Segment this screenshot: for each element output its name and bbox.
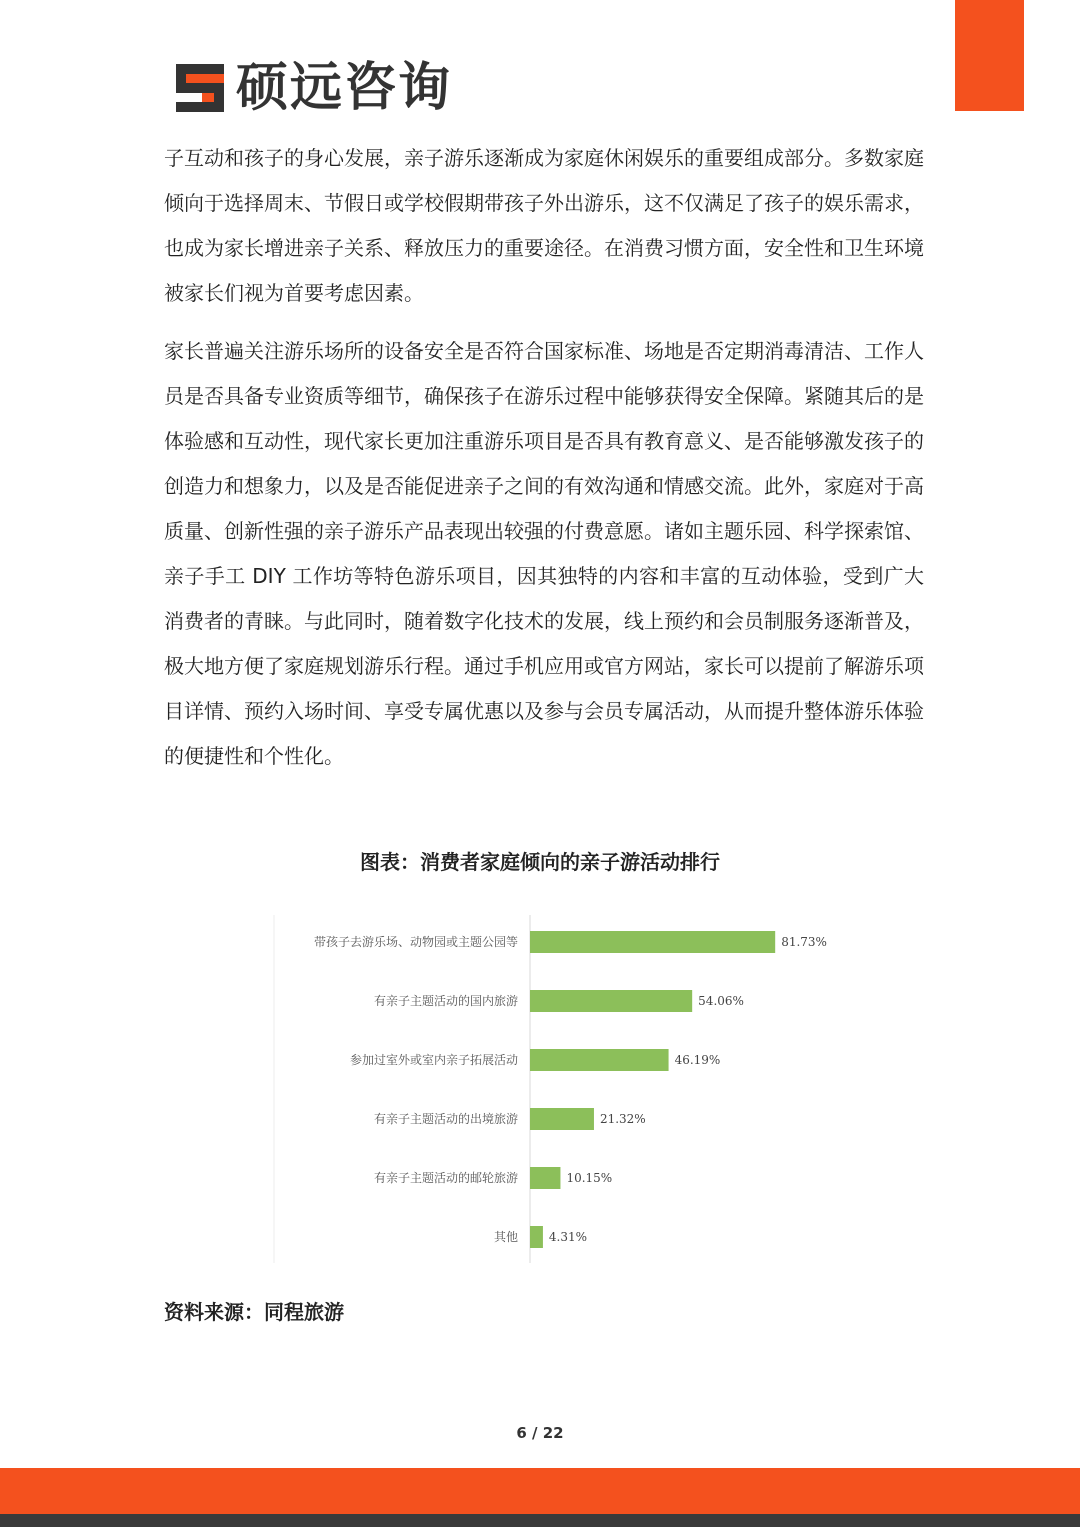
footer-accent-bar bbox=[0, 1468, 1080, 1514]
paragraph-1: 子互动和孩子的身心发展，亲子游乐逐渐成为家庭休闲娱乐的重要组成部分。多数家庭倾向于选择周末、节假日或学校假期带孩子外出游乐，这不仅满足了孩子的娱乐需求，也成为家长增进亲子关系、释放压力的重要途径。在消费习惯方面，安全性和卫生环境被家长们视为首要考虑因素。 bbox=[164, 146, 924, 305]
chart-bar bbox=[530, 990, 692, 1012]
chart-category-label: 有亲子主题活动的邮轮旅游 bbox=[373, 1171, 518, 1185]
chart-value-label: 81.73% bbox=[781, 935, 827, 949]
chart-value-label: 46.19% bbox=[674, 1053, 721, 1067]
data-source-note: 资料来源：同程旅游 bbox=[164, 1300, 344, 1324]
chart-bar bbox=[530, 931, 775, 953]
chart-category-label: 其他 bbox=[493, 1230, 518, 1244]
chart-category-label: 有亲子主题活动的国内旅游 bbox=[373, 994, 518, 1008]
chart-bar bbox=[530, 1226, 543, 1248]
brand-name: 硕远咨询 bbox=[236, 58, 453, 118]
brand-logo bbox=[172, 56, 452, 120]
footer-dark-strip bbox=[0, 1514, 1080, 1527]
article-body bbox=[164, 136, 924, 779]
chart-category-label: 参加过室外或室内亲子拓展活动 bbox=[349, 1053, 518, 1067]
chart-bar bbox=[530, 1108, 594, 1130]
brand-s-mark-icon bbox=[172, 60, 228, 116]
chart-category-label: 有亲子主题活动的出境旅游 bbox=[373, 1112, 518, 1126]
top-accent-bar bbox=[955, 0, 1024, 111]
page-number: 6 / 22 bbox=[516, 1424, 564, 1442]
chart-bar bbox=[530, 1167, 560, 1189]
paragraph-2: 家长普遍关注游乐场所的设备安全是否符合国家标准、场地是否定期消毒清洁、工作人员是否具备专业资质等细节，确保孩子在游乐过程中能够获得安全保障。紧随其后的是体验感和互动性，现代家长更加注重游乐项目是否具有教育意义、是否能够激发孩子的创造力和想象力，以及是否能促进亲子之间的有效沟通和情感交流。此外，家庭对于高质量、创新性强的亲子游乐产品表现出较强的付费意愿。诸如主题乐园、科学探索馆、亲子手工 DIY 工作坊等特色游乐项目，因其独特的内容和丰富的互动体验，受到广大消费者的青睐。与此同时，随着数字化技术的发展，线上预约和会员制服务逐渐普及，极大地方便了家庭规划游乐行程。通过手机应用或官方网站，家长可以提前了解游乐项目详情、预约入场时间、享受专属优惠以及参与会员专属活动，从而提升整体游乐体验的便捷性和个性化。 bbox=[164, 339, 924, 768]
chart-value-label: 4.31% bbox=[548, 1230, 588, 1244]
chart-value-label: 21.32% bbox=[599, 1112, 646, 1126]
chart-value-label: 10.15% bbox=[566, 1171, 613, 1185]
chart-bar bbox=[530, 1049, 669, 1071]
activity-ranking-bar-chart bbox=[260, 905, 860, 1275]
chart-category-label: 带孩子去游乐场、动物园或主题公园等 bbox=[313, 935, 518, 949]
chart-value-label: 54.06% bbox=[698, 994, 744, 1008]
chart-title: 图表：消费者家庭倾向的亲子游活动排行 bbox=[360, 850, 720, 874]
